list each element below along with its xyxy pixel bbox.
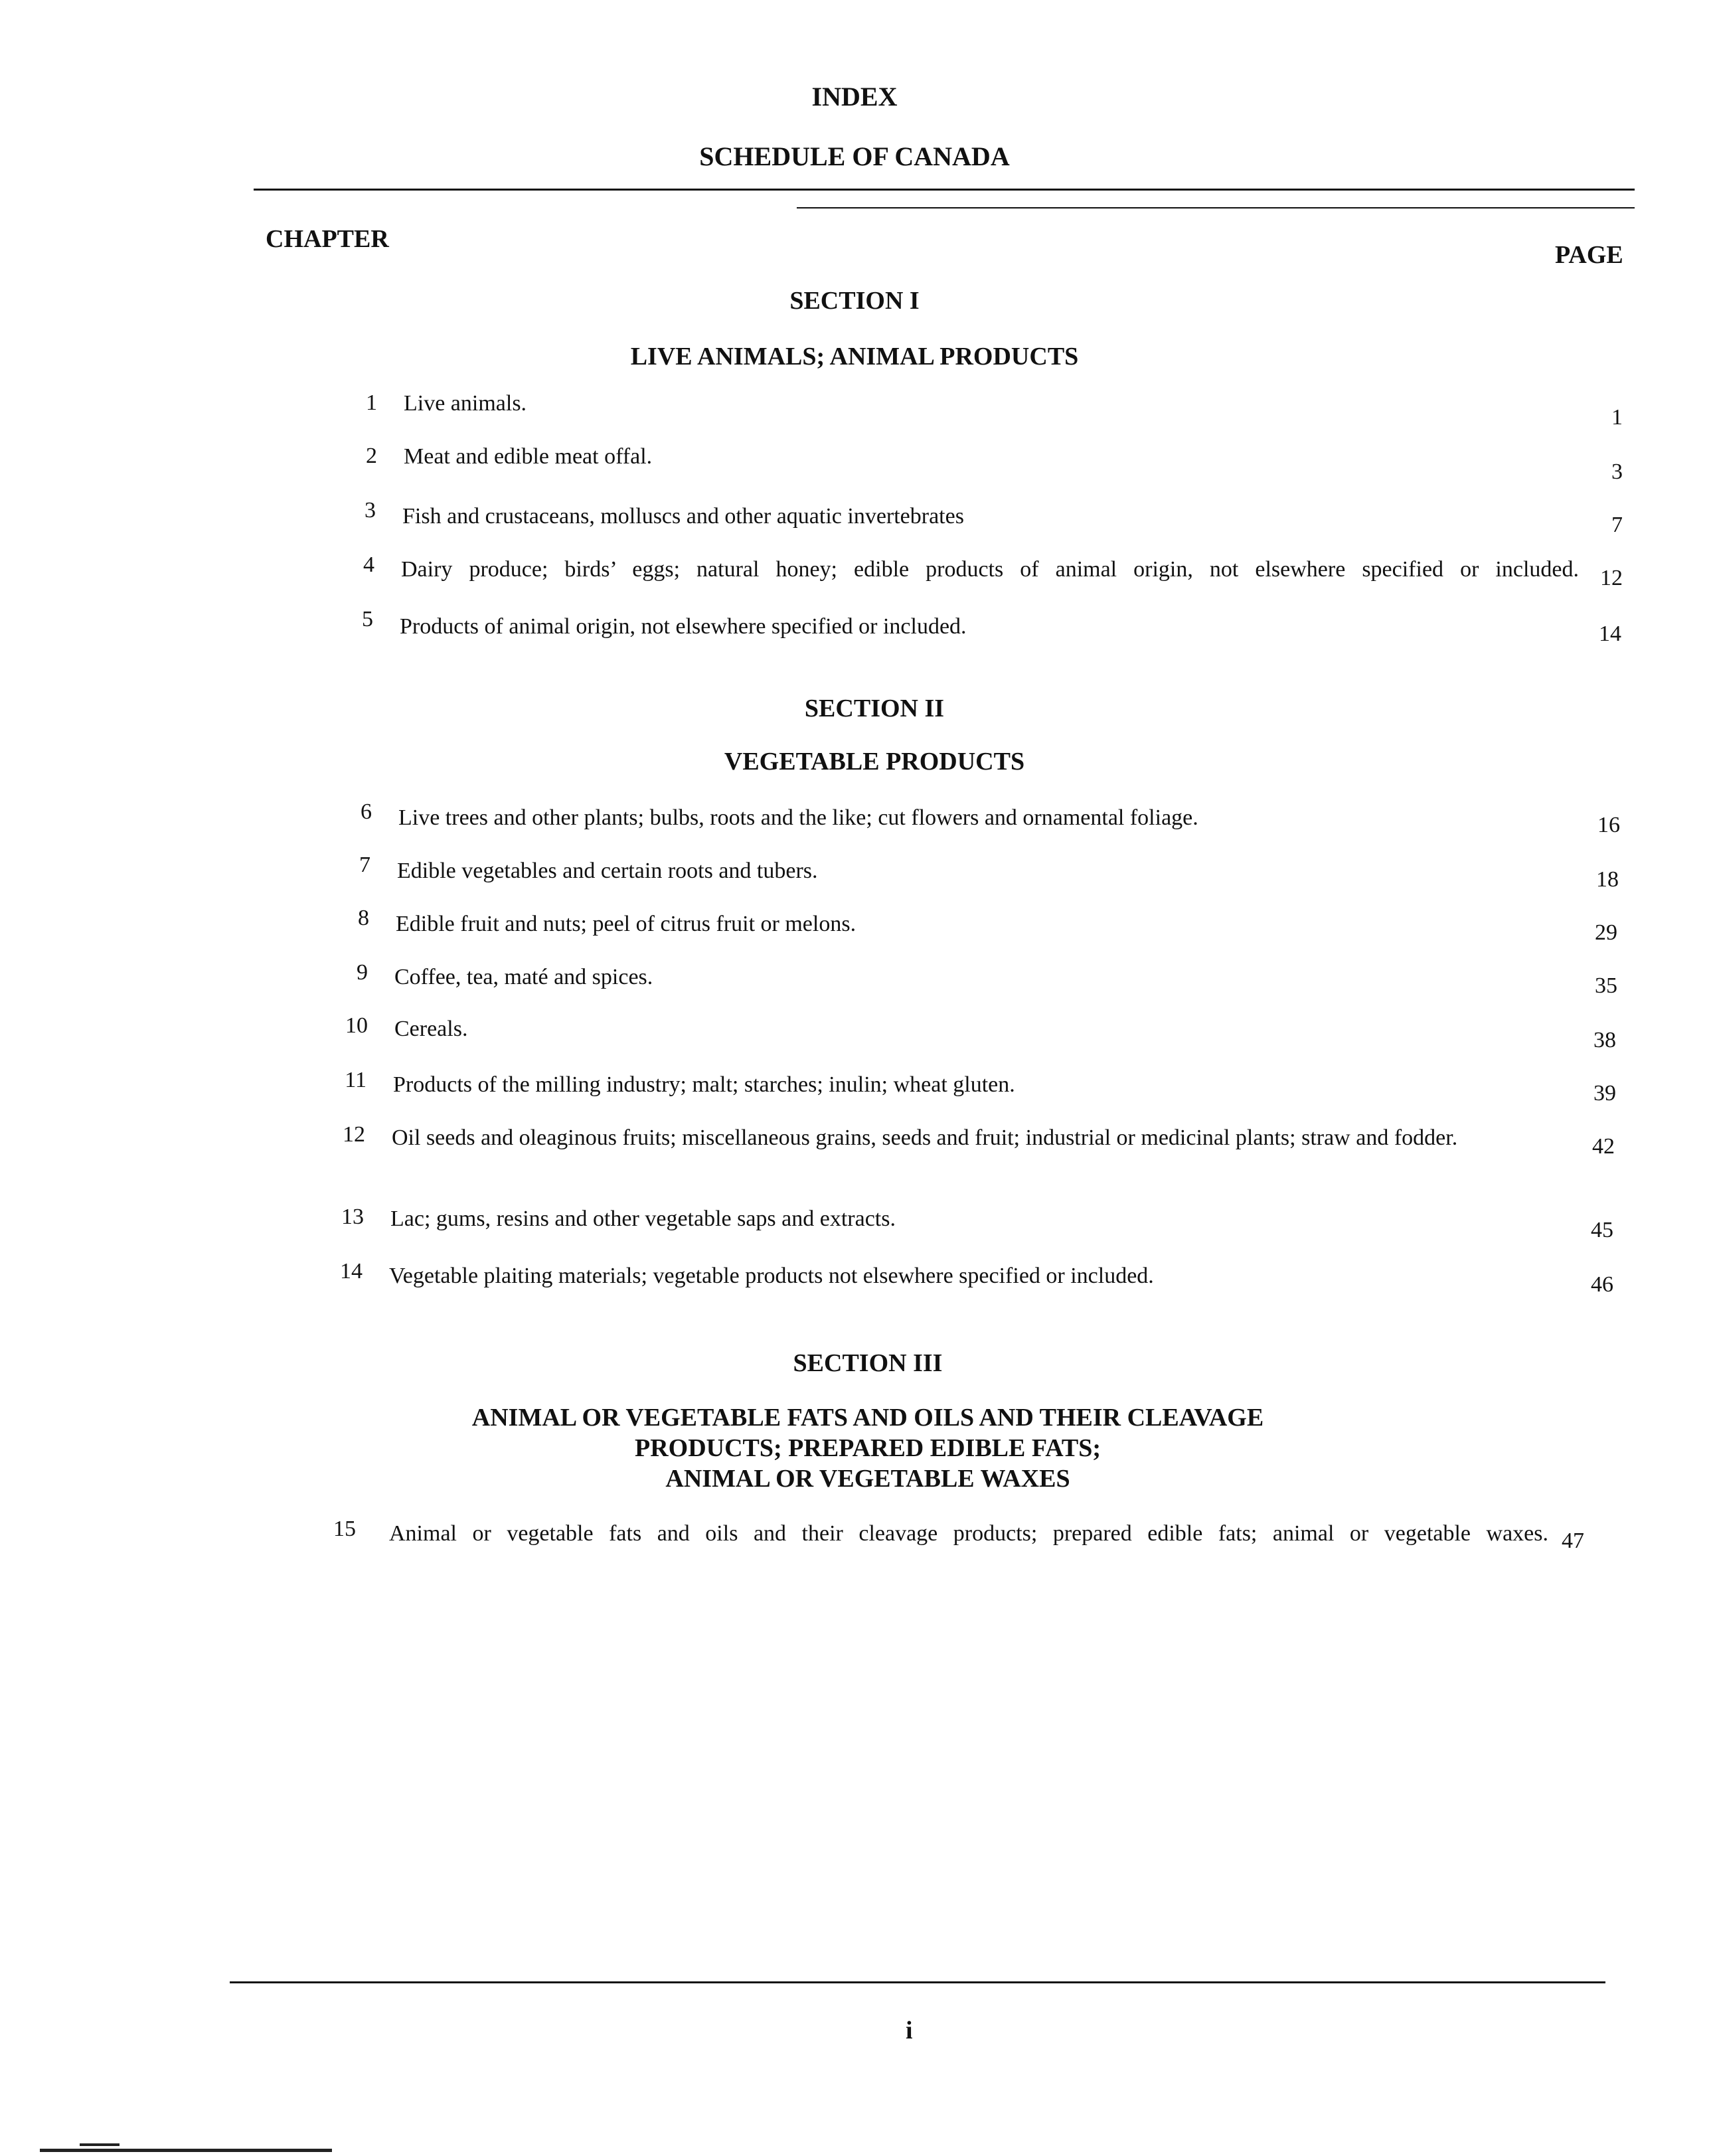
chapter-number: 6 xyxy=(361,799,372,824)
chapter-number: 15 xyxy=(333,1517,356,1541)
section-subheading: ANIMAL OR VEGETABLE FATS AND OILS AND THEIR CLEAVAGE xyxy=(471,1404,1264,1432)
chapter-number: 3 xyxy=(365,498,376,523)
chapter-title: Lac; gums, resins and other vegetable saps and extracts. xyxy=(390,1206,896,1231)
chapter-number: 7 xyxy=(359,853,370,877)
page-column-label: PAGE xyxy=(1555,241,1623,269)
chapter-page: 3 xyxy=(1611,459,1623,484)
chapter-number: 5 xyxy=(362,607,373,631)
bottom-rule xyxy=(230,1981,1605,1983)
chapter-page: 7 xyxy=(1611,513,1623,537)
chapter-page: 29 xyxy=(1595,920,1617,945)
top-rule-secondary xyxy=(797,207,1635,208)
chapter-page: 45 xyxy=(1591,1218,1613,1242)
section-subheading: PRODUCTS; PREPARED EDIBLE FATS; xyxy=(635,1434,1101,1462)
chapter-page: 38 xyxy=(1593,1028,1616,1052)
scan-edge-mark xyxy=(40,2149,332,2152)
chapter-title: Animal or vegetable fats and oils and their cleavage products; prepared edible fats; animal or vegetable waxes. xyxy=(389,1521,1548,1546)
section-subheading: LIVE ANIMALS; ANIMAL PRODUCTS xyxy=(630,343,1079,371)
chapter-page: 39 xyxy=(1593,1081,1616,1106)
section-subheading: VEGETABLE PRODUCTS xyxy=(724,748,1025,776)
chapter-title: Oil seeds and oleaginous fruits; miscellaneous grains, seeds and fruit; industrial or medicinal plants; straw and fodder. xyxy=(392,1125,1458,1150)
chapter-number: 12 xyxy=(343,1122,365,1147)
chapter-title: Live animals. xyxy=(404,391,527,416)
chapter-title: Vegetable plaiting materials; vegetable products not elsewhere specified or included. xyxy=(389,1264,1154,1288)
chapter-title: Edible fruit and nuts; peel of citrus fruit or melons. xyxy=(396,912,856,936)
chapter-page: 18 xyxy=(1596,867,1619,892)
chapter-page: 46 xyxy=(1591,1272,1613,1297)
chapter-column-label: CHAPTER xyxy=(266,225,389,253)
chapter-number: 13 xyxy=(341,1204,364,1229)
chapter-page: 42 xyxy=(1592,1134,1615,1159)
chapter-page: 12 xyxy=(1600,566,1623,590)
chapter-title: Products of animal origin, not elsewhere specified or included. xyxy=(400,614,967,639)
chapter-page: 1 xyxy=(1611,405,1623,430)
top-rule xyxy=(254,189,1635,191)
chapter-title: Dairy produce; birds’ eggs; natural honey; edible products of animal origin, not elsewhere specified or included. xyxy=(401,557,1579,582)
section-heading: SECTION II xyxy=(804,695,945,722)
chapter-title: Live trees and other plants; bulbs, roots and the like; cut flowers and ornamental foliage. xyxy=(398,805,1198,830)
section-heading: SECTION I xyxy=(789,287,920,315)
chapter-page: 35 xyxy=(1595,973,1617,998)
chapter-number: 1 xyxy=(366,390,377,415)
chapter-title: Products of the milling industry; malt; starches; inulin; wheat gluten. xyxy=(393,1072,1015,1097)
chapter-page: 14 xyxy=(1599,622,1621,646)
chapter-page: 16 xyxy=(1597,813,1620,837)
chapter-number: 9 xyxy=(357,960,368,985)
chapter-title: Meat and edible meat offal. xyxy=(404,444,653,469)
page-folio: i xyxy=(906,2017,913,2044)
chapter-number: 10 xyxy=(345,1013,368,1038)
scan-edge-mark xyxy=(80,2143,120,2146)
chapter-number: 14 xyxy=(340,1259,363,1284)
chapter-number: 4 xyxy=(363,552,374,577)
chapter-title: Fish and crustaceans, molluscs and other aquatic invertebrates xyxy=(402,504,964,529)
section-heading: SECTION III xyxy=(793,1349,943,1377)
schedule-title: SCHEDULE OF CANADA xyxy=(699,141,1010,171)
section-subheading: ANIMAL OR VEGETABLE WAXES xyxy=(665,1465,1070,1493)
chapter-number: 11 xyxy=(345,1068,366,1092)
chapter-page: 47 xyxy=(1562,1529,1584,1553)
chapter-title: Cereals. xyxy=(394,1017,468,1041)
chapter-title: Edible vegetables and certain roots and tubers. xyxy=(397,859,818,883)
chapter-title: Coffee, tea, maté and spices. xyxy=(394,965,653,989)
chapter-number: 2 xyxy=(366,444,377,468)
chapter-number: 8 xyxy=(358,906,369,930)
index-title: INDEX xyxy=(811,82,898,112)
